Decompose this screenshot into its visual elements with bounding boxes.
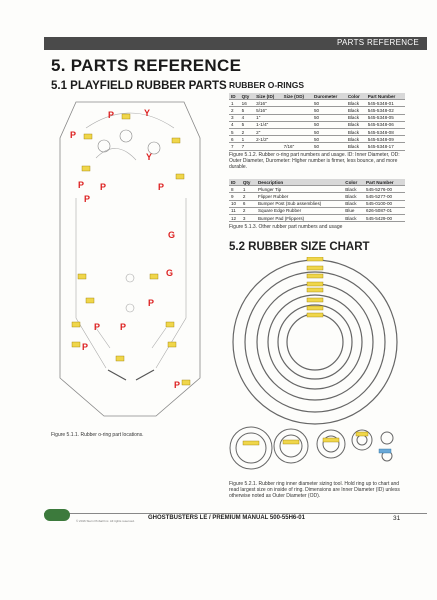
table-cell: 5	[229, 128, 240, 135]
col-header: ID	[229, 93, 240, 100]
table-cell: 3/16"	[254, 100, 281, 107]
table-cell: 50	[312, 121, 346, 128]
table-cell: 4	[229, 121, 240, 128]
table-cell: 50	[312, 100, 346, 107]
table-cell: 1"	[254, 114, 281, 121]
header-section: PARTS REFERENCE	[337, 38, 419, 47]
col-header: Durometer	[312, 93, 346, 100]
table-cell: 2	[241, 193, 256, 200]
table-cell: Black	[346, 114, 366, 121]
table-row	[229, 214, 405, 221]
footer-rule	[44, 513, 427, 514]
table-cell: Black	[346, 121, 366, 128]
table-cell: 50	[312, 143, 346, 150]
table-cell: 2	[229, 107, 240, 114]
table-cell: 1	[229, 100, 240, 107]
table-cell: 2"	[254, 128, 281, 135]
oring-heading: RUBBER O-RINGS	[229, 80, 305, 90]
table-cell: 10	[229, 200, 241, 207]
table-cell: 16	[240, 100, 255, 107]
stern-logo	[44, 509, 70, 521]
table-row	[229, 186, 405, 193]
table-cell: Black	[343, 200, 364, 207]
table-row	[229, 121, 405, 128]
col-header: Description	[256, 179, 343, 186]
table-cell: 12	[229, 214, 241, 221]
table-cell: 545-5348-09	[366, 136, 405, 143]
svg-text:G: G	[168, 230, 176, 240]
table-cell: 11	[229, 207, 241, 214]
table-cell: Flipper Rubber	[256, 193, 343, 200]
table-cell: 7/16"	[282, 143, 312, 150]
table-cell: 2	[241, 207, 256, 214]
oring-table	[229, 93, 405, 151]
table-cell: Black	[343, 214, 364, 221]
other-rubber-table	[229, 179, 405, 222]
svg-text:Y: Y	[146, 152, 153, 162]
col-header: Size (OD)	[282, 93, 312, 100]
table-cell: 545-5348-08	[366, 128, 405, 135]
table-cell: Black	[346, 143, 366, 150]
figure-caption-521: Figure 5.2.1. Rubber ring inner diameter sizing tool. Hold ring up to chart and read largest size on inside of ring. Dimensions are Inner Diameter (ID) unless otherwise noted as Outer Diameter (OD).	[229, 481, 400, 499]
table-cell: Square Edge Rubber	[256, 207, 343, 214]
table-cell: 545-5348-17	[366, 143, 405, 150]
page-title: 5. PARTS REFERENCE	[51, 56, 242, 75]
table-cell: Blue	[343, 207, 364, 214]
table-cell: 2-1/2"	[254, 136, 281, 143]
table-cell: 3	[229, 114, 240, 121]
table-cell: Black	[346, 136, 366, 143]
table-cell: 7	[229, 143, 240, 150]
table-cell: 6	[229, 136, 240, 143]
col-header: Qty	[240, 93, 255, 100]
playfield-diagram	[56, 98, 204, 420]
figure-caption-511: Figure 5.1.1. Rubber o-ring part locations.	[51, 432, 144, 438]
svg-text:P: P	[70, 130, 77, 140]
table-cell: 50	[312, 128, 346, 135]
col-header: Part Number	[366, 93, 405, 100]
table-cell: 545-5429-00	[364, 214, 405, 221]
table-cell: Bumper Pad (Flippers)	[256, 214, 343, 221]
table-cell: 545-5348-06	[366, 121, 405, 128]
table-cell: Black	[346, 107, 366, 114]
table-row	[229, 143, 405, 150]
svg-text:P: P	[100, 182, 107, 192]
table-cell: 626-5087-01	[364, 207, 405, 214]
size-chart-heading: 5.2 RUBBER SIZE CHART	[229, 241, 370, 253]
col-header: Qty	[241, 179, 256, 186]
table-cell: 545-0100-00	[364, 200, 405, 207]
table-cell	[282, 107, 312, 114]
col-header: Color	[343, 179, 364, 186]
col-header: ID	[229, 179, 241, 186]
table-row	[229, 107, 405, 114]
footer-legal: © 2016 Stern Pinball Inc. All rights reserved.	[76, 519, 135, 523]
svg-text:P: P	[120, 322, 127, 332]
table-cell: Plunger Tip	[256, 186, 343, 193]
table-row	[229, 100, 405, 107]
table-row	[229, 136, 405, 143]
table-cell: Black	[346, 128, 366, 135]
col-header: Part Number	[364, 179, 405, 186]
table-row	[229, 114, 405, 121]
svg-text:P: P	[84, 194, 91, 204]
table-cell: 6	[241, 200, 256, 207]
table-cell: 545-5348-02	[366, 107, 405, 114]
table-cell: Black	[343, 186, 364, 193]
figure-caption-512: Figure 5.1.2. Rubber o-ring part numbers and usage. ID: Inner Diameter, OD: Outer Diameter, Durometer: Higher number is firmer, less bounce, and more durable.	[229, 152, 400, 170]
table-cell: 2	[240, 128, 255, 135]
rubber-size-chart	[229, 257, 402, 427]
table-cell: 5	[240, 121, 255, 128]
table-cell: 3	[241, 214, 256, 221]
svg-text:P: P	[94, 322, 101, 332]
table-cell	[282, 100, 312, 107]
table-row	[229, 207, 405, 214]
svg-text:P: P	[148, 298, 155, 308]
footer-title: GHOSTBUSTERS LE / PREMIUM MANUAL 500-55H6-01	[148, 515, 305, 521]
table-cell: 5	[240, 107, 255, 114]
table-cell: 4	[240, 114, 255, 121]
table-row	[229, 200, 405, 207]
table-row	[229, 128, 405, 135]
svg-text:Y: Y	[144, 108, 151, 118]
section-heading: 5.1 PLAYFIELD RUBBER PARTS	[51, 80, 227, 92]
table-cell: 545-5348-01	[366, 100, 405, 107]
table-cell: 1	[240, 136, 255, 143]
table-cell: Bumper Post (Sub assemblies)	[256, 200, 343, 207]
svg-text:P: P	[158, 182, 165, 192]
table-cell: Black	[346, 100, 366, 107]
svg-text:P: P	[108, 110, 115, 120]
table-cell	[282, 128, 312, 135]
figure-caption-513: Figure 5.1.3. Other rubber part numbers and usage	[229, 224, 343, 230]
svg-text:G: G	[166, 268, 174, 278]
table-cell: 5/16"	[254, 107, 281, 114]
col-header: Size (ID)	[254, 93, 281, 100]
table-cell: Black	[343, 193, 364, 200]
header-bar	[44, 37, 427, 50]
table-cell: 545-5276-00	[364, 186, 405, 193]
svg-text:P: P	[82, 342, 89, 352]
table-cell: 50	[312, 136, 346, 143]
table-cell: 545-5348-05	[366, 114, 405, 121]
table-cell: 545-5277-00	[364, 193, 405, 200]
table-cell: 50	[312, 107, 346, 114]
table-cell: 9	[229, 193, 241, 200]
table-row	[229, 193, 405, 200]
table-cell: 1	[241, 186, 256, 193]
table-cell	[254, 143, 281, 150]
table-cell: 8	[229, 186, 241, 193]
col-header: Color	[346, 93, 366, 100]
small-rings-chart	[229, 424, 409, 472]
table-cell	[282, 136, 312, 143]
table-cell	[282, 121, 312, 128]
table-cell: 50	[312, 114, 346, 121]
svg-text:P: P	[78, 180, 85, 190]
table-cell: 1-1/4"	[254, 121, 281, 128]
svg-text:P: P	[174, 380, 181, 390]
table-cell	[282, 114, 312, 121]
table-cell: 7	[240, 143, 255, 150]
page-number: 31	[393, 515, 401, 522]
